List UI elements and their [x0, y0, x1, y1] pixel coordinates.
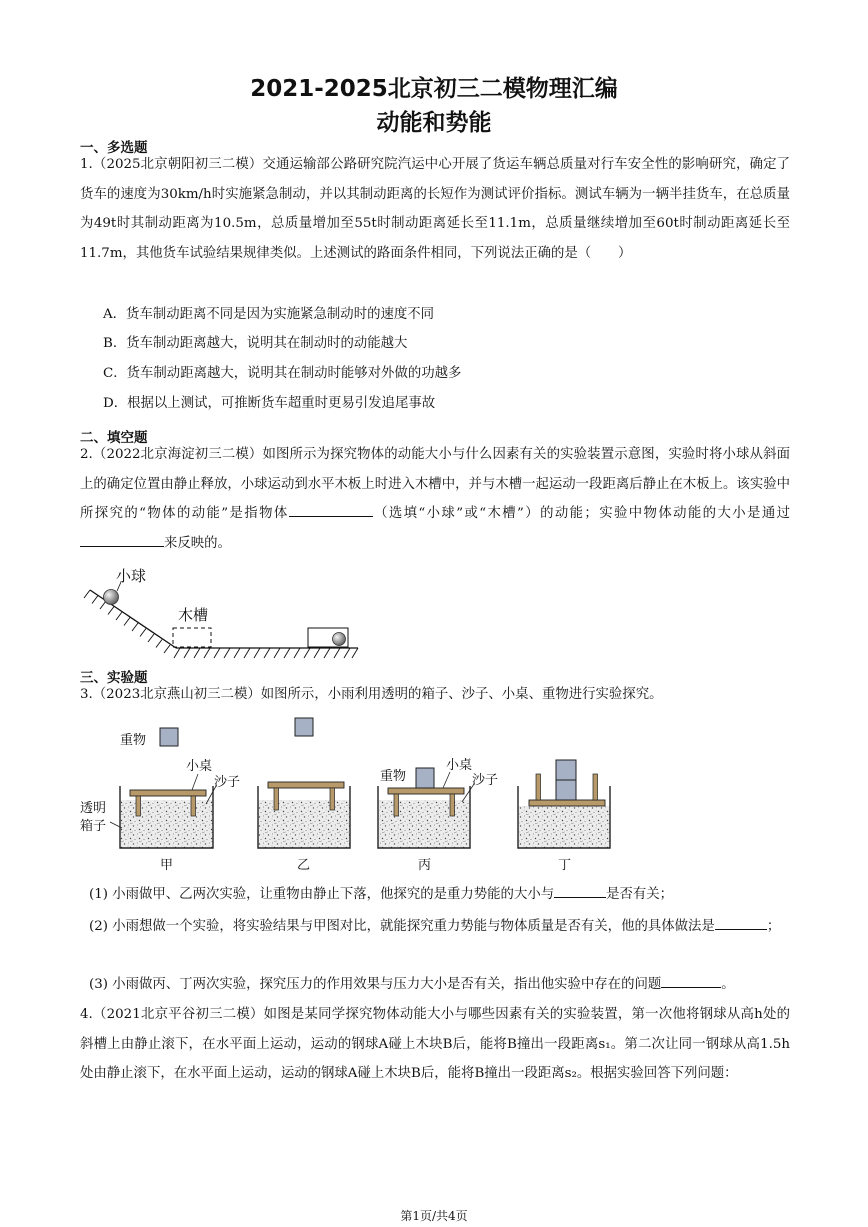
answer-blank[interactable] — [80, 532, 164, 547]
question-3-sub2: (2) 小雨想做一个实验，将实验结果与甲图对比，就能探究重力势能与物体质量是否有关，他的具体做法是 ； — [89, 912, 791, 942]
ball-label: 小球 — [116, 567, 147, 585]
answer-blank[interactable] — [554, 883, 606, 898]
setup-yi — [258, 782, 350, 873]
label-yi: 乙 — [297, 858, 311, 873]
section-heading-multi-choice: 一、多选题 — [80, 140, 148, 156]
table-label-2: 小桌 — [446, 758, 473, 773]
trough-start-position — [173, 628, 211, 647]
box-label-line1: 透明 — [80, 801, 107, 816]
section-heading-fill-in: 二、填空题 — [80, 430, 148, 446]
question-3-stem: 3.（2023北京燕山初三二模）如图所示，小雨利用透明的箱子、沙子、小桌、重物进行实验探究。 — [80, 687, 663, 702]
ball-in-trough — [333, 633, 346, 646]
question-4-stem: 4.（2021北京平谷初三二模）如图是某同学探究物体动能大小与哪些因素有关的实验装置，第一次他将钢球从高h处的斜槽上由静止滚下，在水平面上运动，运动的钢球A碰上木块B后，能将B撞出一段距离s₁。第二次让同一钢球从高1.5h处由静止滚下，在水平面上运动，运动的钢球A碰上木块B后，能将B撞出一段距离s₂。根据实验回答下列问题： — [80, 1007, 790, 1081]
setup-jia — [80, 758, 240, 873]
weight-label-2: 重物 — [380, 769, 407, 784]
incline-surface — [90, 590, 176, 648]
question-1-stem: 1.（2025北京朝阳初三二模）交通运输部公路研究院汽运中心开展了货运车辆总质量对行车安全性的影响研究，确定了货车的速度为30km/h时实施紧急制动，并以其制动距离的长短作为测试评价指标。测试车辆为一辆半挂货车，在总质量为49t时其制动距离为10.5m，总质量增加至55t时制动距离延长至11.1m，总质量继续增加至60t时制动距离延长至11.7m，其他货车试验结果规律类似。上述测试的路面条件相同，下列说法正确的是（ ） — [80, 157, 790, 261]
weight-block-high — [160, 728, 178, 746]
trough-label: 木槽 — [178, 606, 209, 624]
answer-blank[interactable] — [661, 973, 721, 988]
sand-label: 沙子 — [214, 775, 241, 790]
incline-experiment-figure — [80, 562, 370, 666]
ball-on-incline — [104, 590, 119, 605]
label-jia: 甲 — [160, 858, 174, 873]
page-subtitle: 动能和势能 — [376, 110, 492, 136]
question-2-part2: （选填“小球”或“木槽”）的动能；实验中物体动能的大小是通过 — [372, 506, 790, 521]
section-heading-experiment: 三、实验题 — [80, 670, 148, 686]
table-label: 小桌 — [186, 759, 213, 774]
setup-bing — [378, 757, 498, 873]
question-1-option-c: C．货车制动距离越大，说明其在制动时能够对外做的功越多 — [103, 366, 462, 381]
box-label-line2: 箱子 — [80, 819, 107, 834]
page-title: 2021-2025北京初三二模物理汇编 — [250, 76, 618, 102]
answer-blank[interactable] — [289, 502, 373, 517]
question-1-option-d: D．根据以上测试，可推断货车超重时更易引发追尾事故 — [103, 396, 436, 411]
answer-blank[interactable] — [715, 915, 767, 930]
question-2-part3: 来反映的。 — [164, 535, 231, 551]
label-ding: 丁 — [558, 858, 572, 873]
small-table — [130, 790, 206, 796]
label-bing: 丙 — [418, 858, 432, 873]
question-1-option-a: A．货车制动距离不同是因为实施紧急制动时的速度不同 — [103, 307, 435, 322]
table-sand-experiment-figure — [78, 716, 638, 878]
sand-label-2: 沙子 — [472, 773, 499, 788]
question-3-sub1: (1) 小雨做甲、乙两次实验，让重物由静止下落，他探究的是重力势能的大小与 是否有关； — [89, 880, 791, 910]
weight-block-higher — [295, 718, 313, 736]
question-1-option-b: B．货车制动距离越大，说明其在制动时的动能越大 — [103, 336, 408, 351]
page-footer: 第1页/共4页 — [400, 1209, 468, 1223]
question-3-sub3: (3) 小雨做丙、丁两次实验，探究压力的作用效果与压力大小是否有关，指出他实验中存在的问题 。 — [89, 970, 791, 1000]
question-2-text — [80, 440, 790, 558]
question-2-part1: 2.（2022北京海淀初三二模）如图所示为探究物体的动能大小与什么因素有关的实验装置示意图，实验时将小球从斜面上的确定位置由静止释放，小球运动到水平木板上时进入木槽中，并与木槽一起运动一段距离后静止在木板上。该实验中所探究的“物体的动能”是指物体 — [80, 447, 790, 521]
weight-label: 重物 — [120, 733, 147, 748]
setup-ding — [518, 760, 610, 873]
